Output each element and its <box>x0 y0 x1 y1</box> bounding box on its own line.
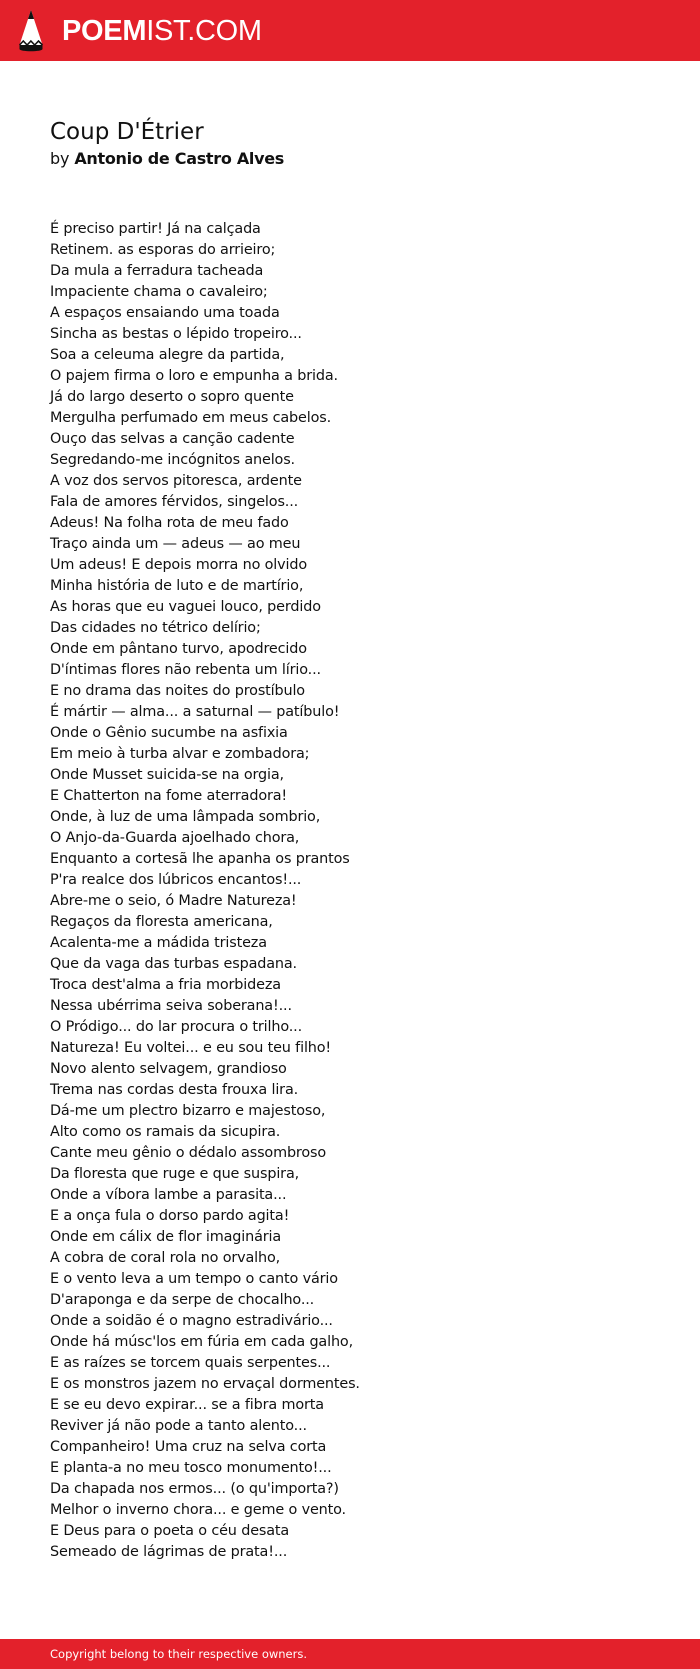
poem-line: E as raízes se torcem quais serpentes... <box>50 1355 331 1371</box>
poem-line: Um adeus! E depois morra no olvido <box>50 557 308 573</box>
poem-line: Que da vaga das turbas espadana. <box>50 956 297 972</box>
poem-line: Nessa ubérrima seiva soberana!... <box>50 998 292 1014</box>
poem-line: E Chatterton na fome aterradora! <box>50 788 288 804</box>
poem-line: Trema nas cordas desta frouxa lira. <box>50 1082 299 1098</box>
poem-line: P'ra realce dos lúbricos encantos!... <box>50 872 302 888</box>
poem-line: Já do largo deserto o sopro quente <box>50 389 294 405</box>
poem-line: Reviver já não pode a tanto alento... <box>50 1418 307 1434</box>
byline-prefix: by <box>50 149 70 168</box>
poem-line: E o vento leva a um tempo o canto vário <box>50 1271 338 1287</box>
poem-line: Da chapada nos ermos... (o qu'importa?) <box>50 1481 339 1497</box>
poem-line: Impaciente chama o cavaleiro; <box>50 284 268 300</box>
poem-line: Soa a celeuma alegre da partida, <box>50 347 285 363</box>
poem-line: E os monstros jazem no ervaçal dormentes. <box>50 1376 360 1392</box>
poem-line: É mártir — alma... a saturnal — patíbulo! <box>50 704 340 720</box>
poem-line: O Anjo-da-Guarda ajoelhado chora, <box>50 830 300 846</box>
pencil-icon <box>18 9 44 53</box>
byline <box>50 148 670 169</box>
poem-line: Da mula a ferradura tacheada <box>50 263 264 279</box>
poem-line: Onde Musset suicida-se na orgia, <box>50 767 284 783</box>
poem-heading <box>50 117 670 169</box>
logo-text-light: IST.COM <box>146 14 262 47</box>
poem-line: Troca dest'alma a fria morbideza <box>50 977 281 993</box>
copyright-text: Copyright belong to their respective owners. <box>50 1647 308 1661</box>
poem-line: Semeado de lágrimas de prata!... <box>50 1544 288 1560</box>
poem-line: Ouço das selvas a canção cadente <box>50 431 295 447</box>
poem-line: O Pródigo... do lar procura o trilho... <box>50 1019 303 1035</box>
poem-line: A cobra de coral rola no orvalho, <box>50 1250 281 1266</box>
poem-line: A voz dos servos pitoresca, ardente <box>50 473 302 489</box>
poem-line: E planta-a no meu tosco monumento!... <box>50 1460 332 1476</box>
poem-line: Abre-me o seio, ó Madre Natureza! <box>50 893 297 909</box>
poem-line: E a onça fula o dorso pardo agita! <box>50 1208 290 1224</box>
site-logo-link[interactable] <box>18 9 262 53</box>
poem-line: Alto como os ramais da sicupira. <box>50 1124 281 1140</box>
poem-line: Sincha as bestas o lépido tropeiro... <box>50 326 302 342</box>
poem-line: As horas que eu vaguei louco, perdido <box>50 599 321 615</box>
poem-author: Antonio de Castro Alves <box>74 149 284 168</box>
poem-line: Traço ainda um — adeus — ao meu <box>50 536 301 552</box>
poem-line: Fala de amores férvidos, singelos... <box>50 494 299 510</box>
poem-line: Segredando-me incógnitos anelos. <box>50 452 295 468</box>
poem-line: Companheiro! Uma cruz na selva corta <box>50 1439 327 1455</box>
poem-body <box>50 219 670 1563</box>
poem-title: Coup D'Étrier <box>50 119 204 145</box>
poem-line: Dá-me um plectro bizarro e majestoso, <box>50 1103 326 1119</box>
poem-line: Adeus! Na folha rota de meu fado <box>50 515 289 531</box>
poem-line: Onde há músc'los em fúria em cada galho, <box>50 1334 353 1350</box>
poem-line: Melhor o inverno chora... e geme o vento. <box>50 1502 346 1518</box>
poem-line: Minha história de luto e de martírio, <box>50 578 304 594</box>
poem-line: Cante meu gênio o dédalo assombroso <box>50 1145 327 1161</box>
poem-line: E se eu devo expirar... se a fibra morta <box>50 1397 324 1413</box>
logo-text-bold: POEM <box>62 14 147 47</box>
poem-line: Novo alento selvagem, grandioso <box>50 1061 287 1077</box>
poem-line: Onde, à luz de uma lâmpada sombrio, <box>50 809 321 825</box>
poem-line: O pajem firma o loro e empunha a brida. <box>50 368 338 384</box>
poem-line: D'íntimas flores não rebenta um lírio... <box>50 662 321 678</box>
poem-line: Onde em pântano turvo, apodrecido <box>50 641 307 657</box>
poem-line: Mergulha perfumado em meus cabelos. <box>50 410 331 426</box>
poem-line: Das cidades no tétrico delírio; <box>50 620 261 636</box>
poem-line: Em meio à turba alvar e zombadora; <box>50 746 310 762</box>
poem-line: Regaços da floresta americana, <box>50 914 273 930</box>
poem-line: Da floresta que ruge e que suspira, <box>50 1166 300 1182</box>
poem-line: D'araponga e da serpe de chocalho... <box>50 1292 315 1308</box>
poem-line: Enquanto a cortesã lhe apanha os prantos <box>50 851 350 867</box>
poem-line: E Deus para o poeta o céu desata <box>50 1523 290 1539</box>
site-logo-text <box>62 14 262 47</box>
poem-line: Onde a víbora lambe a parasita... <box>50 1187 287 1203</box>
poem-line: Natureza! Eu voltei... e eu sou teu filho! <box>50 1040 332 1056</box>
poem-line: A espaços ensaiando uma toada <box>50 305 280 321</box>
poem-line: Acalenta-me a mádida tristeza <box>50 935 267 951</box>
poem-line: Retinem. as esporas do arrieiro; <box>50 242 276 258</box>
poem-line: E no drama das noites do prostíbulo <box>50 683 305 699</box>
poem-line: É preciso partir! Já na calçada <box>50 221 261 237</box>
poem-line: Onde em cálix de flor imaginária <box>50 1229 282 1245</box>
site-footer <box>0 1639 700 1669</box>
poem-line: Onde o Gênio sucumbe na asfixia <box>50 725 288 741</box>
poem-line: Onde a soidão é o magno estradivário... <box>50 1313 333 1329</box>
site-header <box>0 0 700 61</box>
